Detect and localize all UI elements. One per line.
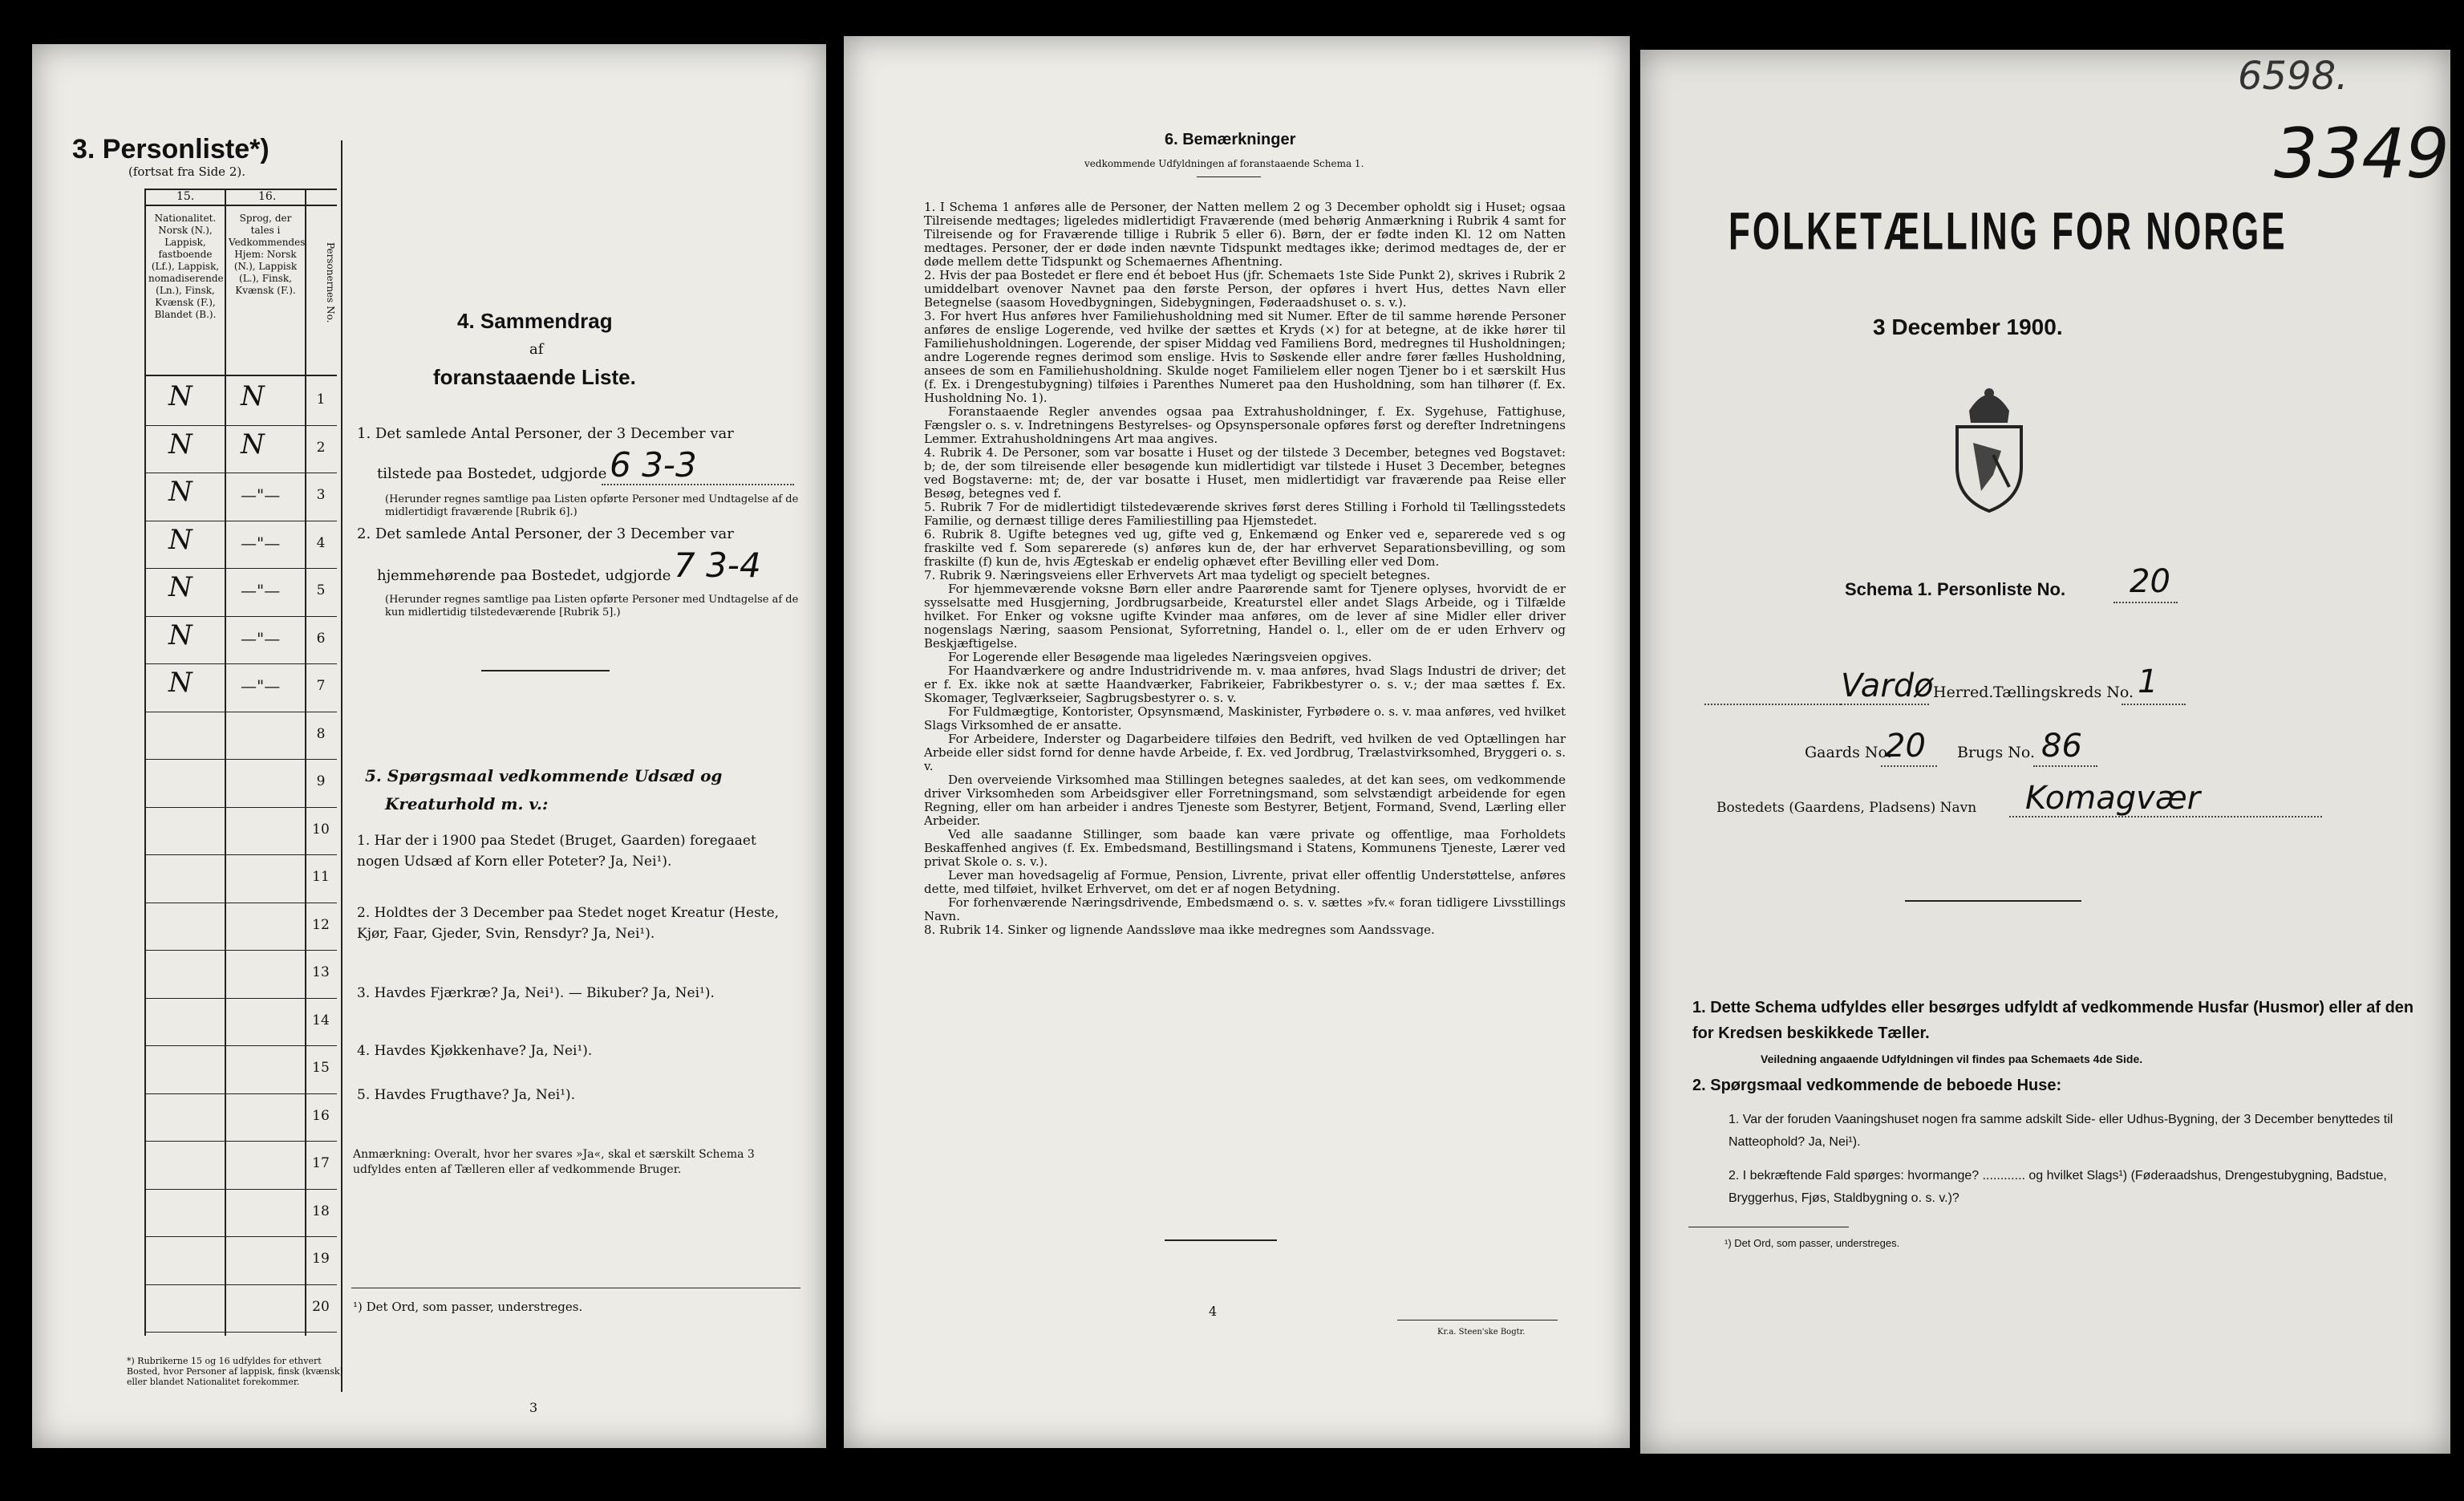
row-rule [144,1141,337,1142]
remark-paragraph: For Haandværkere og andre Industridrivende m. v. maa anføres, hvad Slags Industri de driver; det er f. Ex. ikke nok at sætte Haandværker, Fabrikeier, Fabrikbestyrer o. s. v.; der maa sættes f. Ex. Skomager, Teglværkseier, Sagbrugsbestyrer o. s. v. [924,663,1566,705]
coat-of-arms-icon [1945,379,2033,515]
nationality-cell: N [168,523,192,556]
row-number: 18 [312,1203,330,1219]
archive-number-2: 3349 [2274,114,2450,194]
s1-note: (Herunder regnes samtlige paa Listen opførte Personer med Undtagelse af de midlertidigt fraværende [Rubrik 6].) [385,493,799,518]
row-number: 3 [316,487,326,503]
herred-value: Vardø [1841,667,1934,704]
instruction-1b: Veiledning angaaende Udfyldningen vil findes paa Schemaets 4de Side. [1761,1053,2143,1065]
remark-paragraph: 4. Rubrik 4. De Personer, som var bosatte i Huset og der tilstede 3 December, betegnes ved Bogstavet: b; de, der som tilreisende eller besøgende kun midlertidigt var tilstede i Huset 3 December, betegnes ved Bogstaverne: mt; de, der var bosatte i Huset, men midlertidigt var fraværende paa Reise eller Besøg, betegnes ved f. [924,445,1566,501]
nationality-cell: N [168,380,192,412]
document-title: FOLKETÆLLING FOR NORGE [1728,202,2288,262]
col15-number: 15. [176,190,195,203]
remark-paragraph: For Logerende eller Besøgende maa ligeledes Næringsveien opgives. [948,650,1372,664]
question-2: 2. Holdtes der 3 December paa Stedet noget Kreatur (Heste, Kjør, Faar, Gjeder, Svin, Rensdyr? Ja, Nei¹). [357,905,780,942]
questions-title-2: Kreaturhold m. v.: [385,794,549,813]
instruction-2: 2. Spørgsmaal vedkommende de beboede Huse: [1692,1077,2062,1094]
nationality-cell: N [168,428,192,460]
s1-text-b: tilstede paa Bostedet, udgjorde [377,465,607,482]
schema-value: 20 [2130,563,2170,600]
instruction-1: 1. Dette Schema udfyldes eller besørges udfyldt af vedkommende Husfar (Husmor) eller af den for Kredsen beskikkede Tæller. [1692,999,2414,1042]
s1-text-a: 1. Det samlede Antal Personer, der 3 December var [357,425,734,442]
remark-paragraph: For Fuldmægtige, Kontorister, Opsynsmænd, Maskinister, Fyrbødere o. s. v. maa anføres, ved hvilket Slags Virksomhed de er ansatte. [924,704,1566,732]
table-footnote: *) Rubrikerne 15 og 16 udfyldes for ethvert Bosted, hvor Personer af lappisk, finsk (kvænsk) eller blandet Nationalitet forekommer. [127,1356,343,1387]
nationality-cell: N [168,619,192,651]
brugs-label: Brugs No. [1957,744,2036,761]
s2-value: 7 3-4 [674,546,761,585]
census-date: 3 December 1900. [1873,314,2063,339]
language-cell: —"— [241,485,281,505]
separator [481,670,610,671]
middle-page-number: 4 [1209,1304,1218,1319]
row-rule [144,998,337,999]
row-rule [144,950,337,951]
question-5: 5. Havdes Frugthave? Ja, Nei¹). [357,1087,576,1103]
instruction-2-1: 1. Var der foruden Vaaningshuset nogen fra samme adskilt Side- eller Udhus-Bygning, der 3 December benyttedes til Natteophold? Ja, Nei¹). [1728,1113,2393,1149]
s2-text-b: hjemmehørende paa Bostedet, udgjorde [377,567,671,584]
remark-paragraph: 8. Rubrik 14. Sinker og lignende Aandssløve maa ikke medregnes som Aandssvage. [924,923,1435,937]
row-rule [144,1332,337,1333]
kreds-value: 1 [2138,663,2158,700]
row-number: 13 [312,964,330,980]
nationality-cell: N [168,476,192,508]
separator-rule [1905,900,2081,902]
remark-paragraph: Den overveiende Virksomhed maa Stillingen betegnes saaledes, at det kan sees, om vedkommende driver Virksomheden som Arbeidsgiver eller Forretningsmand, som selvstændigt arbeidende for egen Regning, eller om han arbeider i andres Tjeneste som Bestyrer, Betjent, Formand, Svend, Lærling eller Arbeider. [924,773,1566,828]
language-cell: N [241,428,265,460]
row-number: 14 [312,1012,330,1028]
left-divider [341,140,342,1392]
row-number: 4 [316,534,326,551]
left-footnote: ¹) Det Ord, som passer, understreges. [353,1300,583,1314]
middle-page [844,36,1630,1448]
remark-paragraph: Ved alle saadanne Stillinger, som baade kan være private og offentlige, maa Forholdets Beskaffenhed angives (f. Ex. Embedsmand, Bestillingsmand i Statens, Kommunens Tjeneste, Lærer ved privat Skole o. s. v.). [924,827,1566,869]
summary-title: 4. Sammendrag [457,309,613,333]
kreds-label: Tællingskreds No. [1993,684,2134,701]
row-rule [144,1189,337,1190]
right-footnote: ¹) Det Ord, som passer, understreges. [1724,1237,1900,1249]
row-number: 12 [312,916,330,933]
language-cell: —"— [241,676,281,696]
question-3: 3. Havdes Fjærkræ? Ja, Nei¹). — Bikuber? Ja, Nei¹). [357,985,715,1001]
remark: Anmærkning: Overalt, hvor her svares »Ja«, skal et særskilt Schema 3 udfyldes enten af Tælleren eller af vedkommende Bruger. [353,1148,755,1176]
row-number: 11 [312,869,330,885]
row-number: 1 [316,391,326,408]
remark-paragraph: For hjemmeværende voksne Børn eller andre Paarørende samt for Tjenere oplyses, hvorvidt de er sysselsatte med Husgjerning, Jordbrugsarbeide, Kreaturstel eller andet Slags Arbeide, og i Tilfælde hvilket. For Enker og voksne ugifte Kvinder maa anføres, om de lever af sine Midler eller driver nogenslags Næring, saasom Pensionat, Syforretning, Handel o. l., eller om de er uden Erhverv og Beskjæftigelse. [924,582,1566,651]
row-rule [144,1236,337,1237]
row-rule [144,568,337,569]
language-cell: N [241,380,265,412]
row-number: 10 [312,821,330,838]
row-rule [144,616,337,617]
language-cell: —"— [241,533,281,553]
row-rule [144,1093,337,1094]
row-number: 20 [312,1298,330,1315]
row-number: 15 [312,1060,330,1076]
question-4: 4. Havdes Kjøkkenhave? Ja, Nei¹). [357,1043,593,1059]
row-rule [144,1045,337,1046]
remark-paragraph: 5. Rubrik 7 For de midlertidigt tilstedeværende skrives først deres Stilling i Forhold til Tællingsstedets Familie, og dernæst tillige deres Familiestilling paa Hjemstedet. [924,500,1566,528]
printer-mark: Kr.a. Steen'ske Bogtr. [1437,1328,1526,1337]
remark-paragraph: For forhenværende Næringsdrivende, Embedsmænd o. s. v. sættes »fv.« foran tidligere Livsstillings Navn. [924,895,1566,923]
row-number: 17 [312,1155,330,1171]
gaards-value: 20 [1885,728,1926,765]
remark-paragraph: 1. I Schema 1 anføres alle de Personer, der Natten mellem 2 og 3 December opholdt sig i Huset; ogsaa Tilreisende medtages; ligeledes midlertidigt Fraværende (med behørig Anmærkning i Rubrik 4 samt for Tilreisende og for Fraværende tillige i Rubrik 5 eller 6). Børn, der er fødte inden Kl. 12 om Natten medtages. Personer, der er døde inden nævnte Tidspunkt medtages ikke; derimod medtages de, der er døde mellem dette Tidspunkt og Schemaernes Afhentning. [924,200,1566,269]
remark-paragraph: 3. For hvert Hus anføres hver Familiehusholdning med sit Numer. Efter de til samme hørende Personer anføres de enslige Logerende, ved hvilke der sættes et Kryds (×) for at betegne, at de ikke hører til Familiehusholdningen. Logerende, der spiser Middag ved Familiens Bord, medregnes til Husholdningen; andre Logerende regnes derimod som enslige. Hvis to Søskende eller andre fører fælles Husholdning, ansees de som en Familiehusholdning. Skulde noget Familielem eller nogen Tjener bo i et særskilt Hus (f. Ex. i Drengestubygning) tilføies i Parenthes Numeret paa den Husholdning, som han tilhører (f. Ex. Husholdning No. 1). [924,309,1566,405]
row-rule [144,759,337,760]
question-1: 1. Har der i 1900 paa Stedet (Bruget, Gaarden) foregaaet nogen Udsæd af Korn eller Poteter? Ja, Nei¹). [357,833,756,870]
row-rule [144,425,337,426]
personliste-subheading: (fortsat fra Side 2). [128,164,245,179]
remark-paragraph: Lever man hovedsagelig af Formue, Pension, Livrente, privat eller offentlig Understøttelse, anføres dette, med tilføiet, hvilket Erhvervet, om det er af nogen Betydning. [924,868,1566,896]
archive-number-1: 6598. [2238,54,2348,99]
s1-value: 6 3-3 [610,445,697,485]
left-page-number: 3 [529,1400,538,1415]
row-number: 16 [312,1107,330,1124]
col16-header: Sprog, der tales i Vedkommendes Hjem: Norsk (N.), Lappisk (L.), Finsk, Kvænsk (F.). [229,213,306,296]
row-number: 2 [316,439,326,456]
remark-paragraph: For Arbeidere, Inderster og Dagarbeidere tilføies den Bedrift, ved hvilken de ved Optællingen har Arbeide eller sidst fornd for denne havde Arbeide, f. Ex. ved Jordbrug, Trælastvirksomhed, Bryggeri o. s. v. [924,732,1566,773]
instruction-2-2: 2. I bekræftende Fald spørges: hvormange? ............ og hvilket Slags¹) (Føderaadshus, Drengestubygning, Badstue, Bryggerhus, Fjøs, Staldbygning o. s. v.)? [1728,1169,2387,1205]
persons-number-header: Personernes No. [325,242,336,323]
row-number: 6 [316,630,326,647]
s2-note: (Herunder regnes samtlige paa Listen opførte Personer med Undtagelse af de kun midlertidig tilstedeværende [Rubrik 5].) [385,594,799,619]
col16-number: 16. [258,190,277,203]
row-number: 8 [316,725,326,742]
personliste-heading: 3. Personliste*) [72,134,270,164]
remarks-subtitle: vedkommende Udfyldningen af foranstaaende Schema 1. [1084,158,1364,169]
row-number: 5 [316,582,326,598]
remark-paragraph: 2. Hvis der paa Bostedet er flere end ét beboet Hus (jfr. Schemaets 1ste Side Punkt 2), skrives i Rubrik 2 umiddelbart ovenover Navnet paa den første Person, der opføres i hvert Hus, dettes Navn eller Betegnelse (saasom Hovedbygningen, Sidebygningen, Føderaadshuset o. s. v.). [924,268,1566,310]
remark-paragraph: 6. Rubrik 8. Ugifte betegnes ved ug, gifte ved g, Enkemænd og Enker ved e, separerede ved s og fraskilte ved f. Som separerede (s) anføres kun de, der har erhvervet Separationsbevilling, og som fraskilte (f) kun de, hvis Ægteskab er endelig ophævet efter Bevilling eller ved Dom. [924,527,1566,569]
right-page [1640,50,2450,1454]
summary-title-af: af [529,341,544,358]
row-rule [144,854,337,855]
left-page [32,44,826,1448]
s2-text-a: 2. Det samlede Antal Personer, der 3 December var [357,525,734,542]
gaards-label: Gaards No. [1805,744,1892,761]
row-number: 7 [316,678,326,694]
remark-paragraph: Foranstaaende Regler anvendes ogsaa paa Extrahusholdninger, f. Ex. Sygehuse, Fattighuse, Fængsler o. s. v. Indretningens Bestyrelses- og Opsynspersonale opføres først og derefter Indretningens Lemmer. Extrahusholdningens Art maa angives. [924,404,1566,446]
remarks-list [924,201,1566,937]
bosted-value: Komagvær [2025,780,2201,817]
nationality-cell: N [168,571,192,603]
questions-title: 5. Spørgsmaal vedkommende Udsæd og [365,766,723,785]
schema-label: Schema 1. Personliste No. [1845,579,2066,599]
brugs-value: 86 [2041,728,2082,765]
remark-paragraph: 7. Rubrik 9. Næringsveiens eller Erhvervets Art maa tydeligt og specielt betegnes. [924,568,1431,582]
language-cell: —"— [241,628,281,648]
herred-label: Herred. [1933,684,1994,701]
row-rule [144,663,337,664]
row-number: 19 [312,1251,330,1267]
summary-title-liste: foranstaaende Liste. [433,365,636,389]
nationality-cell: N [168,667,192,699]
language-cell: —"— [241,581,281,600]
row-rule [144,1284,337,1285]
remarks-title: 6. Bemærkninger [1165,131,1296,148]
row-rule [144,807,337,808]
col15-header: Nationalitet. Norsk (N.), Lappisk, fastboende (Lf.), Lappisk, nomadiserende (Ln.), Finsk, Kvænsk (F.), Blandet (B.). [148,213,224,320]
bosted-label: Bostedets (Gaardens, Pladsens) Navn [1716,800,1977,816]
row-number: 9 [316,773,326,789]
